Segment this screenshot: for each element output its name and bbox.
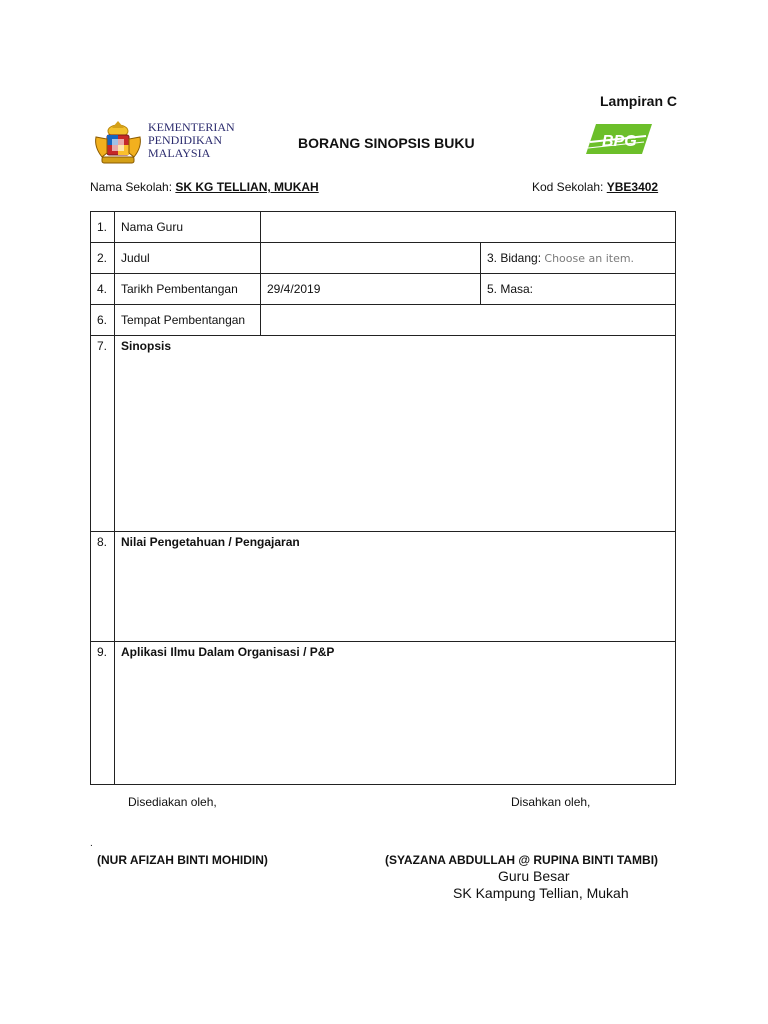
school-code-row <box>532 180 658 194</box>
approved-by-label: Disahkan oleh, <box>511 795 591 809</box>
ministry-name <box>148 121 235 160</box>
school-code-value: YBE3402 <box>606 180 659 194</box>
school-code-label: Kod Sekolah: <box>532 180 604 194</box>
form-row <box>91 305 676 336</box>
form-row <box>91 532 676 642</box>
form-row <box>91 243 676 274</box>
synopsis-form-table <box>90 211 676 785</box>
row-number: 1. <box>91 212 115 243</box>
field-label: Tarikh Pembentangan <box>115 274 261 305</box>
synopsis-section[interactable] <box>115 336 676 532</box>
title-field[interactable] <box>261 243 481 274</box>
time-field[interactable] <box>481 274 676 305</box>
ministry-line-1: KEMENTERIAN <box>148 120 235 134</box>
row-number: 4. <box>91 274 115 305</box>
preparer-name: (NUR AFIZAH BINTI MOHIDIN) <box>97 853 268 867</box>
approver-name: (SYAZANA ABDULLAH @ RUPINA BINTI TAMBI) <box>385 853 659 867</box>
form-row <box>91 212 676 243</box>
bpg-logo-icon <box>584 120 654 158</box>
field-label: Nama Guru <box>115 212 261 243</box>
school-name-row <box>90 180 319 194</box>
approver-school: SK Kampung Tellian, Mukah <box>453 885 629 901</box>
approver-role: Guru Besar <box>498 868 570 884</box>
field-dropdown-placeholder[interactable]: Choose an item. <box>544 252 635 265</box>
knowledge-value-section[interactable] <box>115 532 676 642</box>
ministry-crest-icon <box>90 117 146 167</box>
form-row <box>91 336 676 532</box>
section-heading: Sinopsis <box>121 339 172 353</box>
field-label: Judul <box>115 243 261 274</box>
row-number: 2. <box>91 243 115 274</box>
form-row <box>91 274 676 305</box>
school-name-value: SK KG TELLIAN, MUKAH <box>175 180 319 194</box>
signature-dot: . <box>90 838 93 849</box>
field-dropdown-label: 3. Bidang: <box>487 251 542 265</box>
prepared-by-label: Disediakan oleh, <box>128 795 217 809</box>
field-label: Tempat Pembentangan <box>115 305 261 336</box>
lampiran-label: Lampiran C <box>600 93 678 109</box>
time-label: 5. Masa: <box>487 282 534 296</box>
row-number: 7. <box>91 336 115 532</box>
row-number: 6. <box>91 305 115 336</box>
form-row <box>91 642 676 785</box>
ministry-line-2: PENDIDIKAN <box>148 133 222 147</box>
row-number: 8. <box>91 532 115 642</box>
school-name-label: Nama Sekolah: <box>90 180 173 194</box>
application-section[interactable] <box>115 642 676 785</box>
bpg-logo-text: BPG <box>602 133 637 150</box>
section-heading: Nilai Pengetahuan / Pengajaran <box>121 535 300 549</box>
section-heading: Aplikasi Ilmu Dalam Organisasi / P&P <box>121 645 335 659</box>
teacher-name-field[interactable] <box>261 212 676 243</box>
form-title: BORANG SINOPSIS BUKU <box>298 135 475 151</box>
date-field[interactable]: 29/4/2019 <box>261 274 481 305</box>
ministry-line-3: MALAYSIA <box>148 146 211 160</box>
venue-field[interactable] <box>261 305 676 336</box>
row-number: 9. <box>91 642 115 785</box>
field-dropdown[interactable] <box>481 243 676 274</box>
